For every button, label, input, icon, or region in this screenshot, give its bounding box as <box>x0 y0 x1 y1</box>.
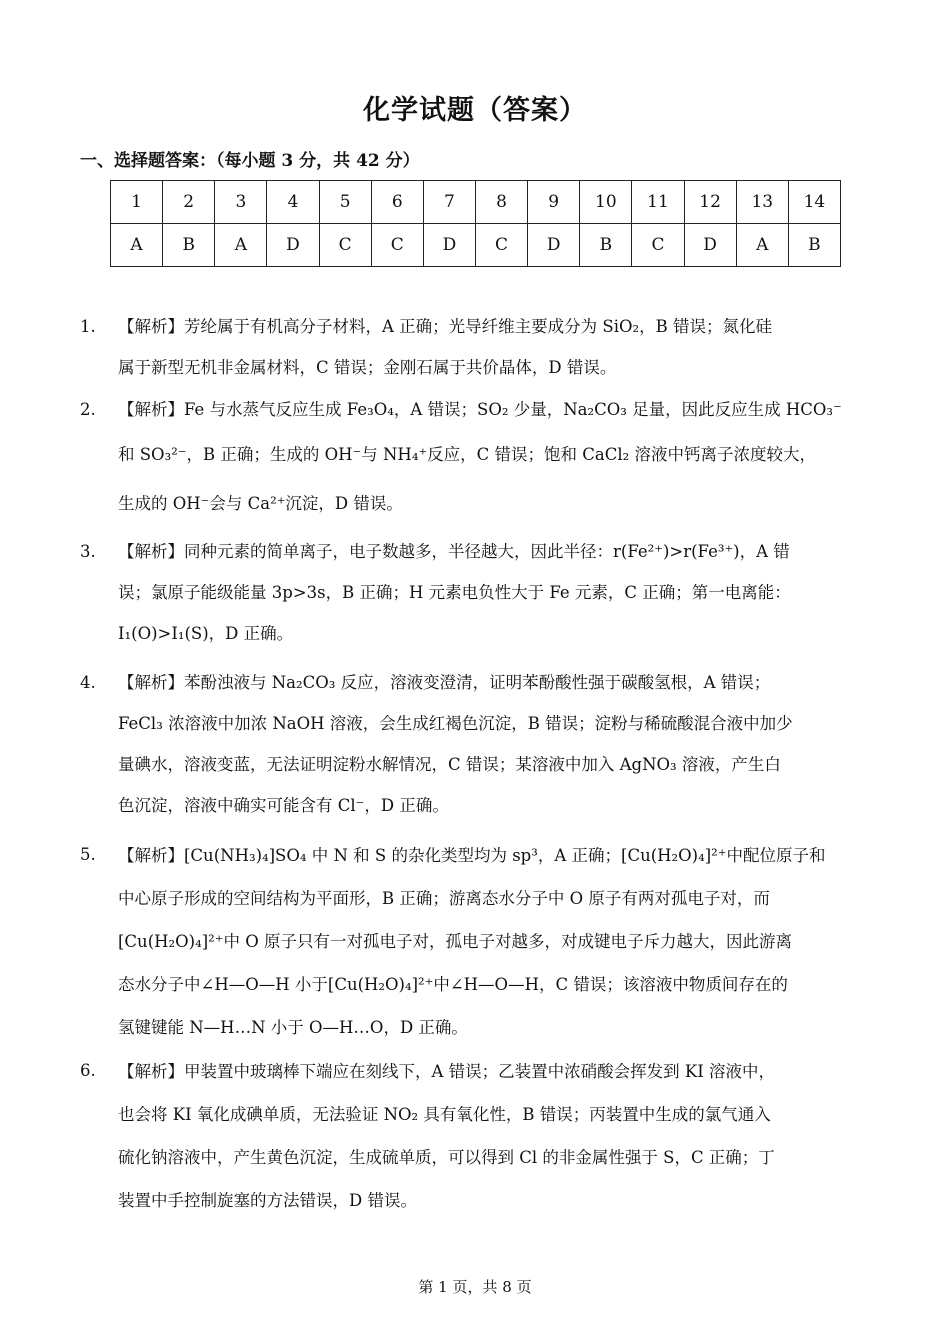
page-footer: 第 1 页，共 8 页 <box>418 1278 532 1296</box>
explanation-line: I₁(O)>I₁(S)，D 正确。 <box>118 624 294 643</box>
question-number-cell: 11 <box>632 181 684 224</box>
explanation-line: 【解析】苯酚浊液与 Na₂CO₃ 反应，溶液变澄清，证明苯酚酸性强于碳酸氢根，A 错误； <box>118 673 771 692</box>
explanation-4 <box>80 662 870 826</box>
answer-cell: C <box>475 224 527 267</box>
explanation-line: 色沉淀，溶液中确实可能含有 Cl⁻，D 正确。 <box>118 796 449 815</box>
answer-cell: D <box>528 224 580 267</box>
explanation-number: 2. <box>80 400 96 419</box>
answer-cell: C <box>319 224 371 267</box>
answer-table <box>110 180 841 267</box>
answer-cell: D <box>267 224 319 267</box>
explanation-line: [Cu(H₂O)₄]²⁺中 O 原子只有一对孤电子对，孤电子对越多，对成键电子斥力越大，因此游离 <box>118 932 792 951</box>
answer-table-answer-row <box>111 224 841 267</box>
explanation-number: 5. <box>80 845 96 864</box>
explanation-line: 【解析】芳纶属于有机高分子材料，A 正确；光导纤维主要成分为 SiO₂，B 错误；氮化硅 <box>118 317 772 336</box>
question-number-cell: 1 <box>111 181 163 224</box>
question-number-cell: 9 <box>528 181 580 224</box>
question-number-cell: 12 <box>684 181 736 224</box>
question-number-cell: 10 <box>580 181 632 224</box>
explanation-line: 量碘水，溶液变蓝，无法证明淀粉水解情况，C 错误；某溶液中加入 AgNO₃ 溶液，产生白 <box>118 755 781 774</box>
question-number-cell: 14 <box>788 181 840 224</box>
answer-cell: D <box>684 224 736 267</box>
explanation-line: 装置中手控制旋塞的方法错误，D 错误。 <box>118 1191 417 1210</box>
question-number-cell: 2 <box>163 181 215 224</box>
question-number-cell: 8 <box>475 181 527 224</box>
explanation-line: 属于新型无机非金属材料，C 错误；金刚石属于共价晶体，D 错误。 <box>118 358 617 377</box>
question-number-cell: 13 <box>736 181 788 224</box>
explanation-6 <box>80 1050 870 1222</box>
answer-cell: D <box>423 224 475 267</box>
explanation-line: FeCl₃ 浓溶液中加浓 NaOH 溶液，会生成红褐色沉淀，B 错误；淀粉与稀硫酸混合液中加少 <box>118 714 793 733</box>
answer-cell: C <box>632 224 684 267</box>
answer-table-number-row <box>111 181 841 224</box>
explanation-line: 【解析】同种元素的简单离子，电子数越多，半径越大，因此半径：r(Fe²⁺)>r(Fe³⁺)，A 错 <box>118 542 790 561</box>
explanation-1 <box>80 306 870 388</box>
page-title: 化学试题（答案） <box>363 95 587 126</box>
question-number-cell: 3 <box>215 181 267 224</box>
answer-cell: A <box>111 224 163 267</box>
question-number-cell: 5 <box>319 181 371 224</box>
question-number-cell: 7 <box>423 181 475 224</box>
explanation-line: 【解析】[Cu(NH₃)₄]SO₄ 中 N 和 S 的杂化类型均为 sp³，A 正确；[Cu(H₂O)₄]²⁺中配位原子和 <box>118 846 826 865</box>
section-heading-choice: 一、选择题答案：（每小题 3 分，共 42 分） <box>80 151 420 171</box>
explanation-number: 1. <box>80 317 96 336</box>
question-number-cell: 4 <box>267 181 319 224</box>
explanation-3 <box>80 531 870 654</box>
answer-cell: B <box>788 224 840 267</box>
explanation-2 <box>80 389 870 528</box>
explanation-line: 【解析】甲装置中玻璃棒下端应在刻线下，A 错误；乙装置中浓硝酸会挥发到 KI 溶液中， <box>118 1062 775 1081</box>
explanation-number: 3. <box>80 542 96 561</box>
explanation-line: 氢键键能 N—H…N 小于 O—H…O，D 正确。 <box>118 1018 468 1037</box>
answer-cell: A <box>215 224 267 267</box>
explanation-number: 6. <box>80 1061 96 1080</box>
explanation-line: 中心原子形成的空间结构为平面形，B 正确；游离态水分子中 O 原子有两对孤电子对，而 <box>118 889 770 908</box>
explanation-line: 生成的 OH⁻会与 Ca²⁺沉淀，D 错误。 <box>118 494 403 513</box>
explanation-line: 也会将 KI 氧化成碘单质，无法验证 NO₂ 具有氧化性，B 错误；丙装置中生成的氯气通入 <box>118 1105 771 1124</box>
answer-cell: C <box>371 224 423 267</box>
explanation-line: 态水分子中∠H—O—H 小于[Cu(H₂O)₄]²⁺中∠H—O—H，C 错误；该溶液中物质间存在的 <box>118 975 788 994</box>
answer-cell: B <box>580 224 632 267</box>
explanation-line: 【解析】Fe 与水蒸气反应生成 Fe₃O₄，A 错误；SO₂ 少量，Na₂CO₃ 足量，因此反应生成 HCO₃⁻ <box>118 400 842 419</box>
answer-cell: B <box>163 224 215 267</box>
answer-cell: A <box>736 224 788 267</box>
explanation-line: 和 SO₃²⁻，B 正确；生成的 OH⁻与 NH₄⁺反应，C 错误；饱和 CaCl₂ 溶液中钙离子浓度较大， <box>118 445 816 464</box>
explanation-5 <box>80 834 870 1049</box>
explanation-line: 硫化钠溶液中，产生黄色沉淀，生成硫单质，可以得到 Cl 的非金属性强于 S，C 正确；丁 <box>118 1148 775 1167</box>
explanation-number: 4. <box>80 673 96 692</box>
explanation-line: 误；氯原子能级能量 3p>3s，B 正确；H 元素电负性大于 Fe 元素，C 正确；第一电离能： <box>118 583 791 602</box>
question-number-cell: 6 <box>371 181 423 224</box>
